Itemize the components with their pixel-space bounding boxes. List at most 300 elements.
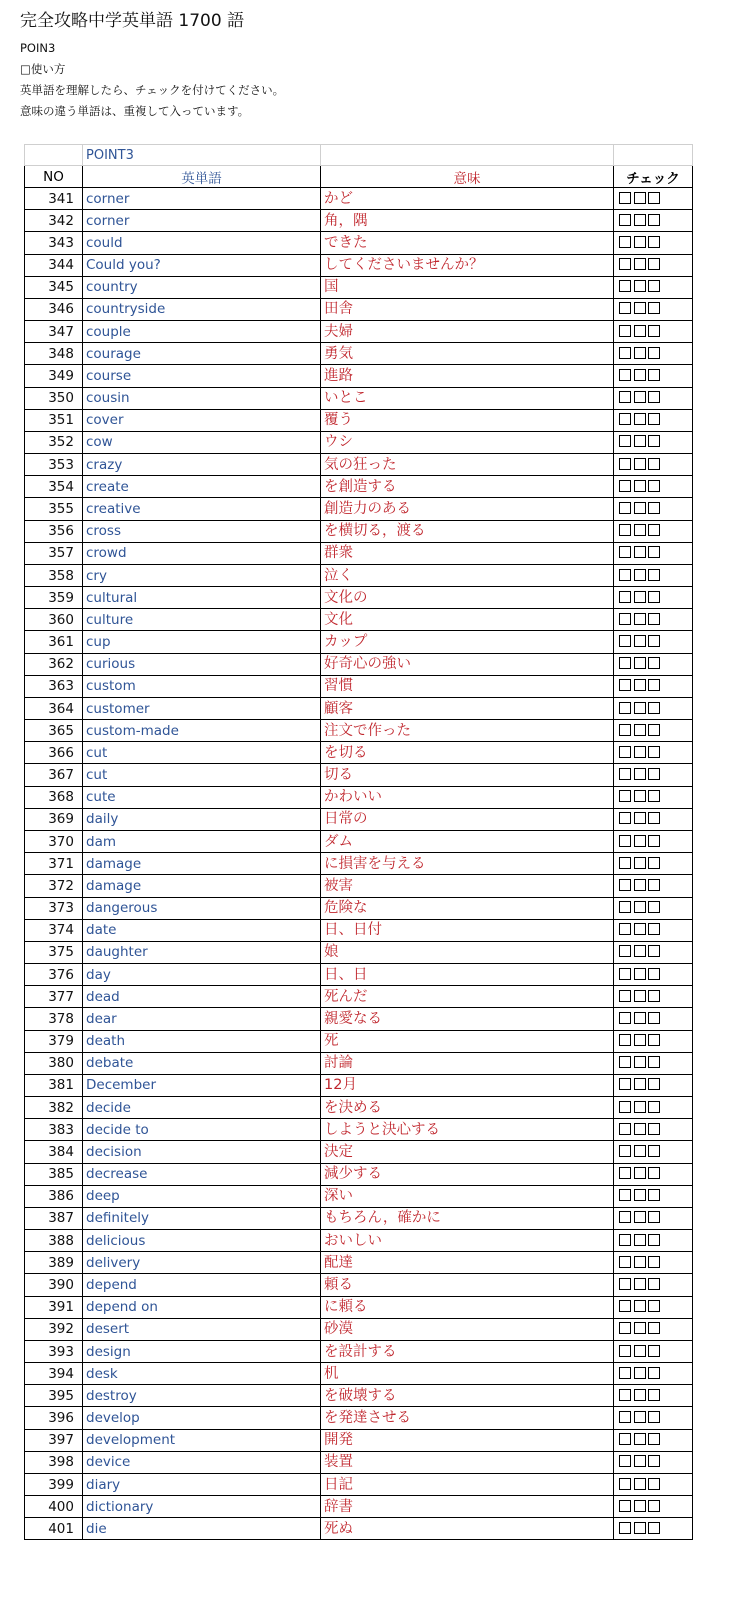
checkbox[interactable] — [634, 1167, 646, 1179]
checkbox[interactable] — [648, 945, 660, 957]
checkbox[interactable] — [634, 1411, 646, 1423]
checkbox[interactable] — [648, 1300, 660, 1312]
table-row — [25, 609, 693, 631]
checkbox[interactable] — [648, 258, 660, 270]
checkbox[interactable] — [619, 1211, 631, 1223]
checkbox[interactable] — [619, 391, 631, 403]
checkbox[interactable] — [634, 1256, 646, 1268]
vocabulary-table — [24, 144, 693, 1540]
checkbox[interactable] — [619, 1500, 631, 1512]
checkbox[interactable] — [634, 1012, 646, 1024]
word-number: 354 — [25, 476, 83, 498]
check-cell — [614, 387, 693, 409]
word-number: 374 — [25, 919, 83, 941]
checkbox[interactable] — [619, 1300, 631, 1312]
checkbox[interactable] — [619, 1078, 631, 1090]
checkbox[interactable] — [634, 347, 646, 359]
check-cell — [614, 1363, 693, 1385]
checkbox[interactable] — [648, 1234, 660, 1246]
english-word: development — [83, 1429, 321, 1451]
checkbox[interactable] — [634, 236, 646, 248]
checkbox[interactable] — [619, 835, 631, 847]
check-cell — [614, 609, 693, 631]
english-word: cup — [83, 631, 321, 653]
english-word: decision — [83, 1141, 321, 1163]
table-row — [25, 276, 693, 298]
english-word: desert — [83, 1318, 321, 1340]
checkbox[interactable] — [634, 1189, 646, 1201]
word-number: 352 — [25, 431, 83, 453]
checkbox[interactable] — [648, 325, 660, 337]
checkbox[interactable] — [619, 1433, 631, 1445]
word-number: 371 — [25, 853, 83, 875]
check-cell — [614, 321, 693, 343]
checkbox[interactable] — [634, 1234, 646, 1246]
checkbox[interactable] — [619, 569, 631, 581]
checkbox[interactable] — [634, 613, 646, 625]
english-word: couple — [83, 321, 321, 343]
checkbox[interactable] — [634, 901, 646, 913]
instruction-line-1: 英単語を理解したら、チェックを付けてください。 — [20, 83, 285, 97]
table-row — [25, 387, 693, 409]
checkbox[interactable] — [648, 968, 660, 980]
checkbox[interactable] — [648, 369, 660, 381]
table-row — [25, 298, 693, 320]
word-number: 376 — [25, 964, 83, 986]
check-cell — [614, 1429, 693, 1451]
checkbox[interactable] — [634, 480, 646, 492]
checkbox[interactable] — [619, 1189, 631, 1201]
checkbox[interactable] — [619, 1522, 631, 1534]
checkbox[interactable] — [648, 1455, 660, 1467]
checkbox[interactable] — [648, 724, 660, 736]
checkbox[interactable] — [648, 1256, 660, 1268]
check-cell — [614, 498, 693, 520]
word-number: 350 — [25, 387, 83, 409]
word-meaning: 娘 — [321, 941, 614, 963]
checkbox[interactable] — [634, 1123, 646, 1135]
checkbox[interactable] — [634, 280, 646, 292]
word-meaning: 装置 — [321, 1451, 614, 1473]
checkbox[interactable] — [634, 790, 646, 802]
checkbox[interactable] — [619, 1411, 631, 1423]
english-word: decide — [83, 1097, 321, 1119]
checkbox[interactable] — [648, 1322, 660, 1334]
checkbox[interactable] — [619, 1389, 631, 1401]
word-meaning: 文化 — [321, 609, 614, 631]
checkbox[interactable] — [619, 857, 631, 869]
checkbox[interactable] — [648, 1411, 660, 1423]
check-cell — [614, 1097, 693, 1119]
checkbox[interactable] — [634, 1211, 646, 1223]
checkbox[interactable] — [619, 1256, 631, 1268]
english-word: diary — [83, 1473, 321, 1495]
table-row — [25, 564, 693, 586]
table-row — [25, 1119, 693, 1141]
check-cell — [614, 1008, 693, 1030]
english-word: crazy — [83, 454, 321, 476]
section-blank-cell — [614, 145, 693, 166]
checkbox[interactable] — [648, 1034, 660, 1046]
word-meaning: カップ — [321, 631, 614, 653]
check-cell — [614, 1318, 693, 1340]
table-row — [25, 941, 693, 963]
checkbox[interactable] — [619, 435, 631, 447]
word-meaning: を決める — [321, 1097, 614, 1119]
checkbox[interactable] — [619, 502, 631, 514]
checkbox[interactable] — [634, 325, 646, 337]
section-blank-cell — [25, 145, 83, 166]
checkbox[interactable] — [648, 280, 660, 292]
checkbox[interactable] — [634, 945, 646, 957]
header-row — [25, 166, 693, 188]
table-row — [25, 1030, 693, 1052]
table-row — [25, 343, 693, 365]
table-row — [25, 919, 693, 941]
table-row — [25, 1296, 693, 1318]
english-word: customer — [83, 697, 321, 719]
table-row — [25, 1097, 693, 1119]
word-meaning: 夫婦 — [321, 321, 614, 343]
checkbox[interactable] — [648, 857, 660, 869]
checkbox[interactable] — [634, 502, 646, 514]
check-cell — [614, 853, 693, 875]
checkbox[interactable] — [648, 812, 660, 824]
checkbox[interactable] — [619, 724, 631, 736]
checkbox[interactable] — [634, 1500, 646, 1512]
checkbox[interactable] — [634, 857, 646, 869]
checkbox[interactable] — [619, 302, 631, 314]
checkbox[interactable] — [648, 1389, 660, 1401]
checkbox[interactable] — [648, 1167, 660, 1179]
checkbox[interactable] — [619, 768, 631, 780]
table-row — [25, 321, 693, 343]
checkbox[interactable] — [634, 192, 646, 204]
word-number: 381 — [25, 1074, 83, 1096]
word-number: 364 — [25, 697, 83, 719]
word-number: 393 — [25, 1340, 83, 1362]
checkbox[interactable] — [619, 214, 631, 226]
checkbox[interactable] — [619, 1167, 631, 1179]
checkbox[interactable] — [634, 1300, 646, 1312]
checkbox[interactable] — [619, 1034, 631, 1046]
checkbox[interactable] — [619, 458, 631, 470]
checkbox[interactable] — [648, 1211, 660, 1223]
english-word: dead — [83, 986, 321, 1008]
word-number: 389 — [25, 1252, 83, 1274]
checkbox[interactable] — [648, 923, 660, 935]
check-cell — [614, 786, 693, 808]
table-row — [25, 1008, 693, 1030]
table-row — [25, 1496, 693, 1518]
section-row — [25, 145, 693, 166]
english-word: corner — [83, 188, 321, 210]
word-meaning: してくださいませんか？ — [321, 254, 614, 276]
checkbox[interactable] — [634, 1145, 646, 1157]
checkbox[interactable] — [634, 768, 646, 780]
checkbox[interactable] — [648, 347, 660, 359]
checkbox[interactable] — [619, 1455, 631, 1467]
word-number: 398 — [25, 1451, 83, 1473]
usage-label: □使い方 — [20, 62, 66, 76]
word-number: 367 — [25, 764, 83, 786]
check-cell — [614, 875, 693, 897]
section-label: POINT3 — [83, 145, 321, 166]
checkbox[interactable] — [648, 569, 660, 581]
checkbox[interactable] — [648, 1101, 660, 1113]
checkbox[interactable] — [619, 657, 631, 669]
checkbox[interactable] — [634, 546, 646, 558]
table-row — [25, 1230, 693, 1252]
checkbox[interactable] — [648, 502, 660, 514]
checkbox[interactable] — [634, 746, 646, 758]
table-row — [25, 188, 693, 210]
checkbox[interactable] — [619, 613, 631, 625]
checkbox[interactable] — [619, 1367, 631, 1379]
checkbox[interactable] — [619, 635, 631, 647]
checkbox[interactable] — [619, 968, 631, 980]
checkbox[interactable] — [619, 258, 631, 270]
word-meaning: 討論 — [321, 1052, 614, 1074]
checkbox[interactable] — [648, 1278, 660, 1290]
checkbox[interactable] — [634, 1455, 646, 1467]
checkbox[interactable] — [648, 546, 660, 558]
checkbox[interactable] — [619, 1145, 631, 1157]
checkbox[interactable] — [619, 990, 631, 1002]
table-row — [25, 520, 693, 542]
checkbox[interactable] — [619, 192, 631, 204]
checkbox[interactable] — [619, 1101, 631, 1113]
word-number: 375 — [25, 941, 83, 963]
checkbox[interactable] — [634, 1034, 646, 1046]
checkbox[interactable] — [619, 325, 631, 337]
word-meaning: 頼る — [321, 1274, 614, 1296]
checkbox[interactable] — [648, 192, 660, 204]
checkbox[interactable] — [634, 968, 646, 980]
checkbox[interactable] — [634, 1522, 646, 1534]
checkbox[interactable] — [619, 790, 631, 802]
checkbox[interactable] — [619, 1012, 631, 1024]
checkbox[interactable] — [648, 613, 660, 625]
checkbox[interactable] — [648, 524, 660, 536]
check-cell — [614, 1119, 693, 1141]
checkbox[interactable] — [619, 879, 631, 891]
check-cell — [614, 720, 693, 742]
word-meaning: 文化の — [321, 587, 614, 609]
check-cell — [614, 431, 693, 453]
checkbox[interactable] — [634, 724, 646, 736]
checkbox[interactable] — [634, 1278, 646, 1290]
check-cell — [614, 919, 693, 941]
checkbox[interactable] — [619, 524, 631, 536]
checkbox[interactable] — [648, 391, 660, 403]
checkbox[interactable] — [648, 835, 660, 847]
checkbox[interactable] — [648, 1433, 660, 1445]
checkbox[interactable] — [634, 657, 646, 669]
checkbox[interactable] — [619, 1123, 631, 1135]
check-cell — [614, 298, 693, 320]
checkbox[interactable] — [634, 1345, 646, 1357]
checkbox[interactable] — [648, 214, 660, 226]
checkbox[interactable] — [634, 1078, 646, 1090]
checkbox[interactable] — [648, 790, 660, 802]
checkbox[interactable] — [619, 945, 631, 957]
checkbox[interactable] — [648, 1123, 660, 1135]
checkbox[interactable] — [648, 435, 660, 447]
word-number: 397 — [25, 1429, 83, 1451]
checkbox[interactable] — [634, 258, 646, 270]
checkbox[interactable] — [634, 879, 646, 891]
checkbox[interactable] — [648, 1478, 660, 1490]
checkbox[interactable] — [648, 1012, 660, 1024]
checkbox[interactable] — [619, 1234, 631, 1246]
table-row — [25, 365, 693, 387]
checkbox[interactable] — [634, 458, 646, 470]
word-meaning: 群衆 — [321, 542, 614, 564]
checkbox[interactable] — [648, 480, 660, 492]
checkbox[interactable] — [648, 901, 660, 913]
word-number: 349 — [25, 365, 83, 387]
checkbox[interactable] — [634, 923, 646, 935]
table-row — [25, 653, 693, 675]
checkbox[interactable] — [619, 1278, 631, 1290]
checkbox[interactable] — [648, 679, 660, 691]
checkbox[interactable] — [619, 923, 631, 935]
table-row — [25, 542, 693, 564]
checkbox[interactable] — [634, 702, 646, 714]
checkbox[interactable] — [648, 1189, 660, 1201]
checkbox[interactable] — [634, 369, 646, 381]
checkbox[interactable] — [648, 458, 660, 470]
check-cell — [614, 1252, 693, 1274]
checkbox[interactable] — [634, 835, 646, 847]
checkbox[interactable] — [648, 879, 660, 891]
word-meaning: しようと決心する — [321, 1119, 614, 1141]
table-row — [25, 853, 693, 875]
checkbox[interactable] — [648, 302, 660, 314]
checkbox[interactable] — [619, 1345, 631, 1357]
checkbox[interactable] — [634, 302, 646, 314]
checkbox[interactable] — [648, 1522, 660, 1534]
checkbox[interactable] — [648, 1367, 660, 1379]
english-word: courage — [83, 343, 321, 365]
table-row — [25, 830, 693, 852]
checkbox[interactable] — [648, 1078, 660, 1090]
checkbox[interactable] — [634, 1056, 646, 1068]
english-word: custom — [83, 675, 321, 697]
checkbox[interactable] — [634, 1433, 646, 1445]
checkbox[interactable] — [619, 413, 631, 425]
word-meaning: 田舎 — [321, 298, 614, 320]
checkbox[interactable] — [619, 812, 631, 824]
word-meaning: 覆う — [321, 409, 614, 431]
word-number: 399 — [25, 1473, 83, 1495]
word-number: 386 — [25, 1185, 83, 1207]
checkbox[interactable] — [634, 435, 646, 447]
checkbox[interactable] — [634, 990, 646, 1002]
word-number: 383 — [25, 1119, 83, 1141]
table-row — [25, 1363, 693, 1385]
checkbox[interactable] — [619, 546, 631, 558]
checkbox[interactable] — [648, 702, 660, 714]
checkbox[interactable] — [634, 1322, 646, 1334]
checkbox[interactable] — [619, 1322, 631, 1334]
english-word: dear — [83, 1008, 321, 1030]
checkbox[interactable] — [634, 812, 646, 824]
checkbox[interactable] — [634, 1389, 646, 1401]
table-row — [25, 875, 693, 897]
table-row — [25, 254, 693, 276]
english-word: develop — [83, 1407, 321, 1429]
word-number: 359 — [25, 587, 83, 609]
checkbox[interactable] — [648, 635, 660, 647]
checkbox[interactable] — [619, 280, 631, 292]
table-row — [25, 786, 693, 808]
word-meaning: 死ぬ — [321, 1518, 614, 1540]
checkbox[interactable] — [619, 480, 631, 492]
checkbox[interactable] — [648, 1056, 660, 1068]
word-number: 366 — [25, 742, 83, 764]
checkbox[interactable] — [648, 768, 660, 780]
checkbox[interactable] — [648, 1345, 660, 1357]
word-meaning: 親愛なる — [321, 1008, 614, 1030]
checkbox[interactable] — [648, 591, 660, 603]
checkbox[interactable] — [634, 524, 646, 536]
checkbox[interactable] — [619, 347, 631, 359]
checkbox[interactable] — [648, 236, 660, 248]
checkbox[interactable] — [619, 679, 631, 691]
checkbox[interactable] — [648, 990, 660, 1002]
checkbox[interactable] — [634, 569, 646, 581]
word-meaning: 角，隅 — [321, 210, 614, 232]
english-word: definitely — [83, 1207, 321, 1229]
checkbox[interactable] — [619, 369, 631, 381]
checkbox[interactable] — [619, 1478, 631, 1490]
word-meaning: 辞書 — [321, 1496, 614, 1518]
table-row — [25, 431, 693, 453]
checkbox[interactable] — [619, 591, 631, 603]
checkbox[interactable] — [619, 901, 631, 913]
checkbox[interactable] — [634, 635, 646, 647]
word-number: 384 — [25, 1141, 83, 1163]
section-blank-cell — [321, 145, 614, 166]
checkbox[interactable] — [619, 746, 631, 758]
checkbox[interactable] — [634, 391, 646, 403]
checkbox[interactable] — [634, 214, 646, 226]
checkbox[interactable] — [634, 413, 646, 425]
english-word: culture — [83, 609, 321, 631]
checkbox[interactable] — [648, 413, 660, 425]
checkbox[interactable] — [648, 1500, 660, 1512]
checkbox[interactable] — [619, 236, 631, 248]
checkbox[interactable] — [619, 702, 631, 714]
checkbox[interactable] — [619, 1056, 631, 1068]
checkbox[interactable] — [634, 591, 646, 603]
checkbox[interactable] — [634, 1367, 646, 1379]
check-cell — [614, 964, 693, 986]
instruction-line-2: 意味の違う単語は、重複して入っています。 — [20, 104, 250, 118]
check-cell — [614, 941, 693, 963]
checkbox[interactable] — [648, 657, 660, 669]
check-cell — [614, 764, 693, 786]
check-cell — [614, 254, 693, 276]
checkbox[interactable] — [648, 746, 660, 758]
checkbox[interactable] — [634, 1478, 646, 1490]
word-number: 395 — [25, 1385, 83, 1407]
checkbox[interactable] — [648, 1145, 660, 1157]
checkbox[interactable] — [634, 1101, 646, 1113]
checkbox[interactable] — [634, 679, 646, 691]
